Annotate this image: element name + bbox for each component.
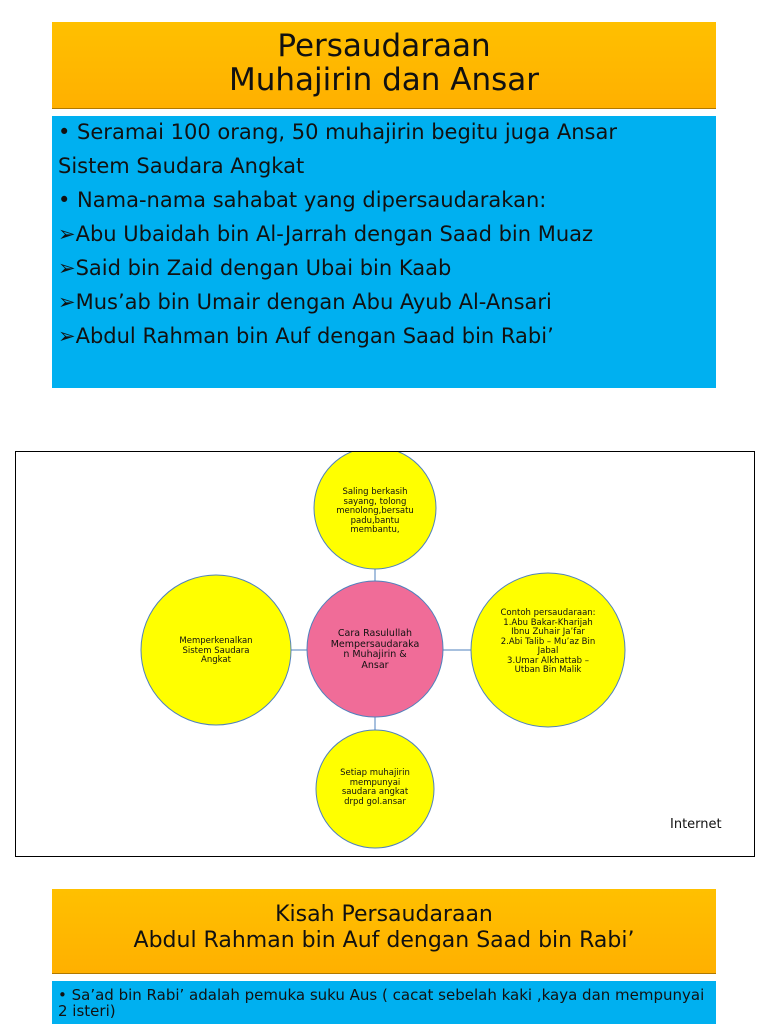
bottom-circle-text: Setiap muhajirin mempunyai saudara angkat drpd gol.ansar [340, 768, 410, 807]
slide2-title-line2: Abdul Rahman bin Auf dengan Saad bin Rabi’ [133, 928, 635, 953]
slide1-title-bar [52, 22, 716, 109]
slide2-title-bar [52, 889, 716, 974]
content-line: ➢Mus’ab bin Umair dengan Abu Ayub Al-Ansari [58, 290, 552, 314]
content-line: • Seramai 100 orang, 50 muhajirin begitu juga Ansar [58, 120, 617, 144]
content-line: ➢Abdul Rahman bin Auf dengan Saad bin Rabi’ [58, 324, 554, 348]
content-line: • Nama-nama sahabat yang dipersaudarakan: [58, 188, 547, 212]
content-line: ➢Abu Ubaidah bin Al-Jarrah dengan Saad bin Muaz [58, 222, 594, 246]
slide1-title-line2: Muhajirin dan Ansar [228, 62, 540, 98]
center-circle-text: Cara Rasulullah Mempersaudaraka n Muhajirin & Ansar [330, 628, 420, 671]
slide1-title-line1: Persaudaraan [277, 28, 491, 64]
slide2-content-box [52, 981, 716, 1024]
content-line: Sistem Saudara Angkat [58, 154, 305, 178]
slide2-bullet: • Sa’ad bin Rabi’ adalah pemuka suku Aus ( cacat sebelah kaki ,kaya dan mempunyai 2 isteri) [58, 986, 705, 1020]
left-circle-text: Memperkenalkan Sistem Saudara Angkat [179, 636, 253, 665]
mind-map-diagram [15, 451, 755, 857]
slide1-content-box [52, 116, 716, 388]
source-label: Internet [670, 817, 722, 832]
slide2-title-line1: Kisah Persaudaraan [275, 902, 493, 927]
top-circle-text: Saling berkasih sayang, tolong menolong,bersatu padu,bantu membantu, [336, 487, 414, 535]
content-line: ➢Said bin Zaid dengan Ubai bin Kaab [58, 256, 452, 280]
right-circle-text: Contoh persaudaraan: 1.Abu Bakar-Kharijah Ibnu Zuhair Ja’far 2.Abi Talib – Mu’az Bin Jabal 3.Umar Alkhattab – Utban Bin Malik [500, 608, 596, 675]
